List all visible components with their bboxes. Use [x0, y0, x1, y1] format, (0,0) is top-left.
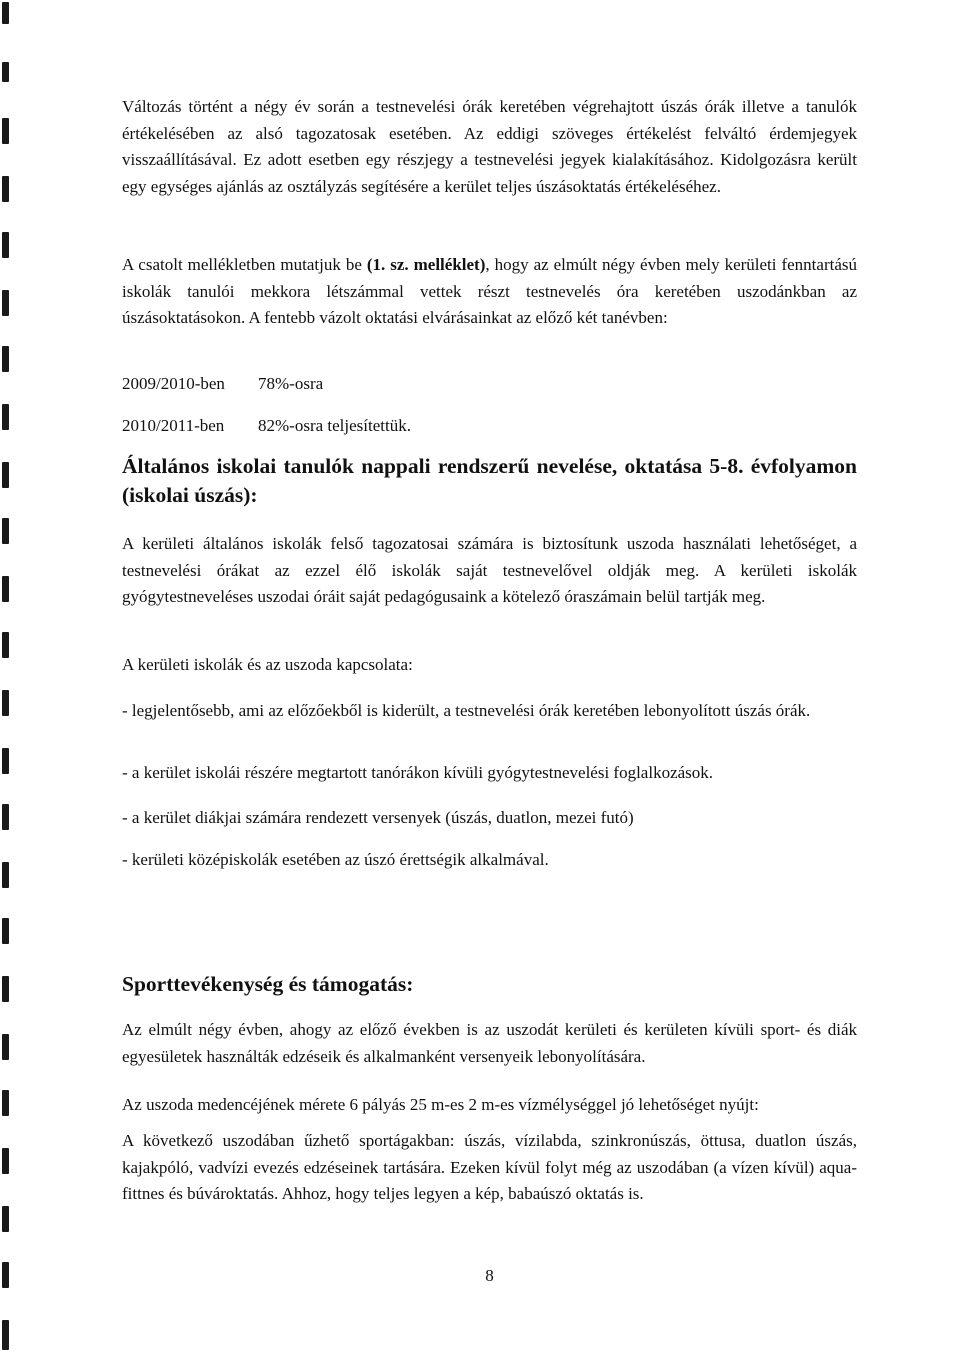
- paragraph-upper-grades: A kerületi általános iskolák felső tagozatosai számára is biztosítunk uszoda használati lehetőséget, a testnevelési órákat az ezzel élő iskolák saját testnevelővel oldják meg. A kerületi iskolák gyógytestneveléses uszodai óráit saját pedagógusaink a kötelező óraszámain belül tartják meg.: [122, 534, 857, 606]
- list-item-graduation-exams: - kerületi középiskolák esetében az úszó érettségik alkalmával.: [122, 850, 549, 869]
- appendix-text: , hogy az elmúlt négy évben mely kerületi fenntartású iskolák tanulói mekkora létszámmal vettek részt testnevelés óra keretében uszodánkban az úszásoktatásokon. A fentebb vázolt oktatási elvárásainkat az előző két tanévben:: [122, 255, 857, 327]
- paragraph-pool-size: Az uszoda medencéjének mérete 6 pályás 25 m-es 2 m-es vízmélységgel jó lehetőséget nyújt:: [122, 1095, 759, 1114]
- scan-binding-marks: [0, 0, 22, 1366]
- paragraph-swimming-assessment: Változás történt a négy év során a testnevelési órák keretében végrehajtott úszás órák illetve a tanulók értékelésében az alsó tagozatosak esetében. Az eddigi szöveges értékelést felváltó érdemjegyek visszaállításával. Ez adott esetben egy részjegy a testnevelési jegyek kialakításához. Kidolgozásra került egy egységes ajánlás az osztályzás segítésére a kerület teljes úszásoktatás értékeléséhez.: [122, 97, 857, 196]
- section-heading-sports: Sporttevékenység és támogatás:: [122, 972, 414, 996]
- paragraph-sport-clubs: Az elmúlt négy évben, ahogy az előző években is az uszodát kerületi és kerületen kívüli sport- és diák egyesületek használták edzéseik és alkalmanként versenyeik lebonyolítására.: [122, 1020, 857, 1066]
- appendix-intro: A csatolt mellékletben mutatjuk be: [122, 255, 367, 274]
- list-item-competitions: - a kerület diákjai számára rendezett versenyek (úszás, duatlon, mezei futó): [122, 808, 634, 827]
- year-result-2009: [122, 374, 857, 394]
- list-item-extracurricular: - a kerület iskolái részére megtartott tanórákon kívüli gyógytestnevelési foglalkozások.: [122, 763, 714, 782]
- year-result-2010: [122, 416, 857, 436]
- paragraph-appendix-reference: [122, 252, 857, 332]
- section-heading-school-swimming: Általános iskolai tanulók nappali rendszerű nevelése, oktatása 5-8. évfolyamon (iskolai úszás):: [122, 454, 857, 507]
- year-value: 78%-osra: [258, 374, 324, 393]
- list-item-swim-lessons: - legjelentősebb, ami az előzőekből is kiderült, a testnevelési órák keretében lebonyolított úszás órák.: [122, 701, 811, 720]
- paragraph-school-relations: A kerületi iskolák és az uszoda kapcsolata:: [122, 655, 413, 674]
- year-label: 2009/2010-ben: [122, 374, 225, 393]
- paragraph-sports-list: A következő uszodában űzhető sportágakban: úszás, vízilabda, szinkronúszás, öttusa, duatlon úszás, kajakpóló, vadvízi evezés edzéseinek tartására. Ezeken kívül folyt még az uszodában (a vízen kívül) aqua-fittnes és búvároktatás. Ahhoz, hogy teljes legyen a kép, babaúszó oktatás is.: [122, 1131, 857, 1203]
- year-value: 82%-osra teljesítettük.: [258, 416, 411, 435]
- page-number: 8: [485, 1266, 494, 1285]
- appendix-reference: (1. sz. melléklet): [366, 255, 486, 274]
- year-label: 2010/2011-ben: [122, 416, 225, 435]
